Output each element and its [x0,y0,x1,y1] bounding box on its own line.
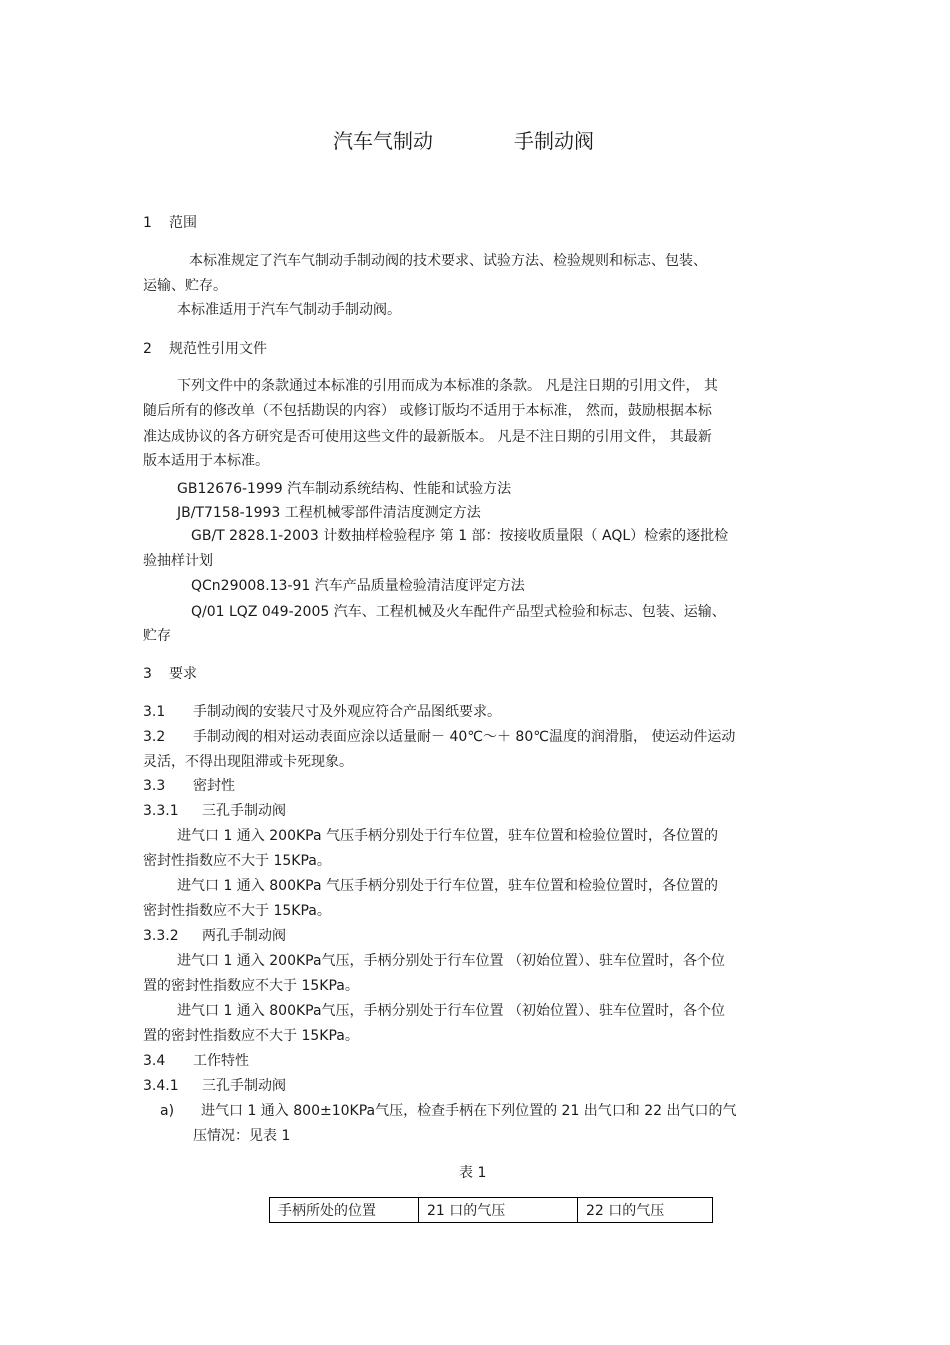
clause-3-3-1-para-1-line-2: 密封性指数应不大于 15KPa。 [143,853,331,869]
table-header-row [270,1198,713,1223]
scope-paragraph-line-2: 运输、贮存。 [143,278,227,294]
reference-jbt7158: JB/T7158-1993 工程机械零部件清洁度测定方法 [177,505,481,521]
clause-3-3-2-para-1-line-1: 进气口 1 通入 200KPa气压，手柄分别处于行车位置 （初始位置）、驻车位置时，各个位 [177,953,726,969]
section-1-heading: 范围 [169,215,197,231]
reference-q01lqz-line-1: Q/01 LQZ 049-2005 汽车、工程机械及火车配件产品型式检验和标志、包装、运输、 [191,604,726,620]
clause-3-3-number: 3.3 [143,778,166,794]
table-1 [269,1197,713,1223]
clause-3-3-2-para-2-line-1: 进气口 1 通入 800KPa气压，手柄分别处于行车位置 （初始位置）、驻车位置时，各个位 [177,1003,726,1019]
references-paragraph-line-4: 版本适用于本标准。 [143,453,269,469]
clause-3-4-1-number: 3.4.1 [143,1078,179,1094]
references-paragraph-line-3: 准达成协议的各方研究是否可使用这些文件的最新版本。 凡是不注日期的引用文件， 其最新 [143,429,712,445]
table-header-handle-position: 手柄所处的位置 [270,1198,419,1223]
reference-q01lqz-line-2: 贮存 [143,628,171,644]
clause-3-3-2-para-1-line-2: 置的密封性指数应不大于 15KPa。 [143,978,359,994]
section-3-number: 3 [143,666,152,682]
references-paragraph-line-2: 随后所有的修改单（不包括勘误的内容） 或修订版均不适用于本标准， 然而，鼓励根据本标 [143,403,712,419]
item-a-line-2: 压情况：见表 1 [193,1128,291,1144]
reference-gb12676: GB12676-1999 汽车制动系统结构、性能和试验方法 [177,481,512,497]
clause-3-2-number: 3.2 [143,729,166,745]
reference-gbt2828-line-1: GB/T 2828.1-2003 计数抽样检验程序 第 1 部：按接收质量限（ AQL）检索的逐批检 [191,528,729,544]
clause-3-4-text: 工作特性 [193,1053,249,1069]
clause-3-3-2-text: 两孔手制动阀 [202,928,286,944]
table-1-caption: 表 1 [459,1165,487,1181]
clause-3-3-text: 密封性 [193,778,235,794]
table-header-port-21-pressure: 21 口的气压 [419,1198,578,1223]
clause-3-3-2-number: 3.3.2 [143,928,179,944]
section-3-heading: 要求 [169,666,197,682]
doc-title-left: 汽车气制动 [333,129,433,153]
doc-title-right: 手制动阀 [514,129,594,153]
item-a-label: a) [160,1103,175,1119]
scope-paragraph-line-1: 本标准规定了汽车气制动手制动阀的技术要求、试验方法、检验规则和标志、包装、 [189,253,707,269]
table-header-port-22-pressure: 22 口的气压 [578,1198,713,1223]
clause-3-3-1-text: 三孔手制动阀 [202,803,286,819]
clause-3-4-number: 3.4 [143,1053,166,1069]
clause-3-4-1-text: 三孔手制动阀 [202,1078,286,1094]
clause-3-2-text: 手制动阀的相对运动表面应涂以适量耐－ 40℃～＋ 80℃温度的润滑脂， 使运动件运动 [193,729,736,745]
clause-3-3-2-para-2-line-2: 置的密封性指数应不大于 15KPa。 [143,1028,359,1044]
section-1-number: 1 [143,215,152,231]
references-paragraph-line-1: 下列文件中的条款通过本标准的引用而成为本标准的条款。 凡是注日期的引用文件， 其 [177,378,718,394]
clause-3-3-1-number: 3.3.1 [143,803,179,819]
clause-3-1-number: 3.1 [143,704,166,720]
section-2-number: 2 [143,341,152,357]
clause-3-1-text: 手制动阀的安装尺寸及外观应符合产品图纸要求。 [193,704,501,720]
item-a-line-1: 进气口 1 通入 800±10KPa气压，检查手柄在下列位置的 21 出气口和 22 出气口的气 [201,1103,737,1119]
clause-3-3-1-para-2-line-2: 密封性指数应不大于 15KPa。 [143,903,331,919]
clause-3-3-1-para-1-line-1: 进气口 1 通入 200KPa 气压手柄分别处于行车位置，驻车位置和检验位置时，各位置的 [177,828,719,844]
clause-3-2-line-2: 灵活，不得出现阻滞或卡死现象。 [143,754,353,770]
reference-qcn29008: QCn29008.13-91 汽车产品质量检验清洁度评定方法 [191,578,525,594]
clause-3-3-1-para-2-line-1: 进气口 1 通入 800KPa 气压手柄分别处于行车位置，驻车位置和检验位置时，各位置的 [177,878,719,894]
scope-applicability: 本标准适用于汽车气制动手制动阀。 [177,302,401,318]
reference-gbt2828-line-2: 验抽样计划 [143,553,213,569]
section-2-heading: 规范性引用文件 [169,341,267,357]
